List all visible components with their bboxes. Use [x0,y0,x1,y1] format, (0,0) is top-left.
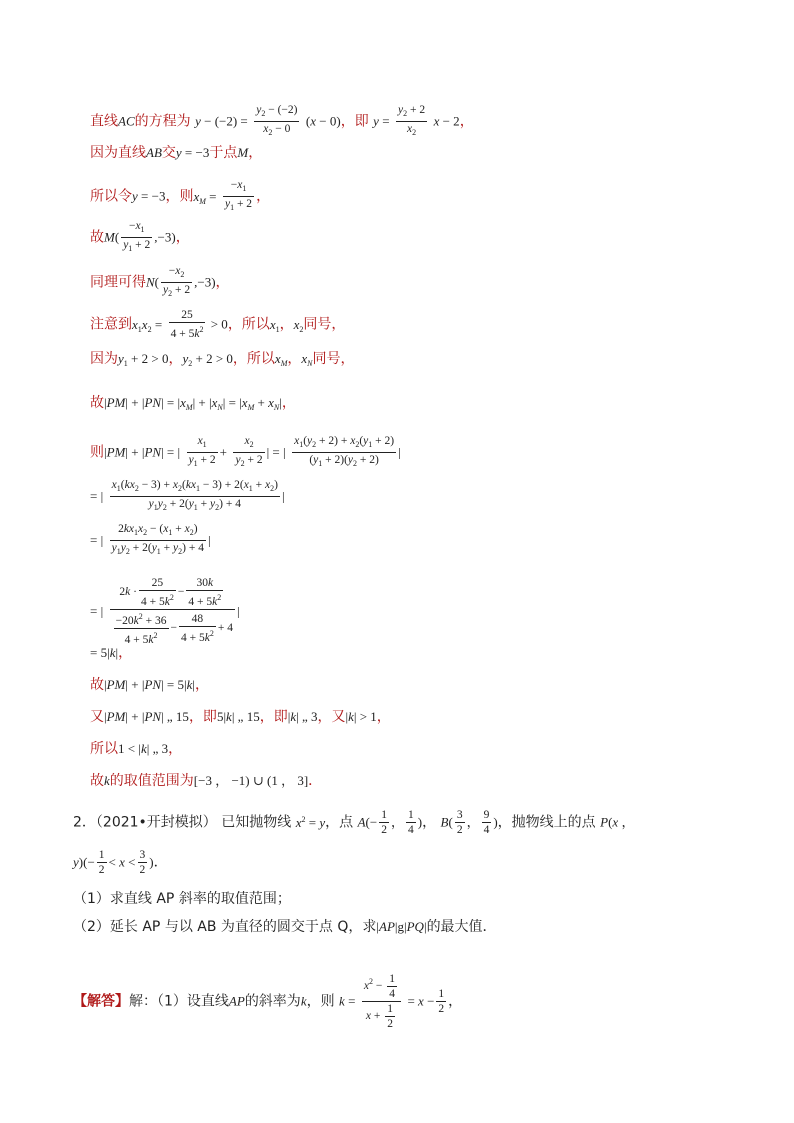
text: 又 [90,709,104,725]
text: ， [376,709,391,725]
text: ， [448,993,463,1010]
text: ， [279,316,294,333]
line-ac-equation: 直线AC的方程为 y − (−2) = $\frac{y_2 - (-2)}{x_2 - 0}$ (x − 0)，即 y = $\frac{y_2 + 2}{x_2}$ x − 2， [90,104,474,137]
problem-source: （2021•开封模拟） [95,814,217,831]
text: 故 [90,229,104,246]
text: 解：（1）设直线 [129,993,229,1010]
text: 因为 [90,351,118,367]
text: ，则 [165,188,194,205]
line-step-4: = | 2k · $\frac{25}{4 + 5k^2}$ − $\frac{30k}{4 + 5k^2}$ $\frac{-20k^2 + 36}{4 + 5k^2}$ − $\frac{48}{4 + 5k^2}$ + 4 | [90,577,240,646]
text: 已知抛物线 [221,814,292,831]
text: ，则 [306,993,335,1010]
text: 则 [90,444,104,461]
problem-2-statement: 2．（2021•开封模拟） 已知抛物线 $x^2 = y$，点 A(− $\frac{1}{2}$ ， $\frac{1}{4}$ )， B( $\frac{3}{2}$ ， $\frac{9}{4}$ )，抛物线上的点 P(x ， [73,809,635,836]
text: ，点 [325,814,354,831]
text: 故 [90,677,104,693]
line-point-n: 同理可得N( $\frac{-x_2}{y_2 + 2}$ ,−3)， [90,265,230,298]
problem-number: 2． [73,814,96,831]
line-let-y: 所以令y = −3，则$x_M$ = $\frac{-x_1}{y_1 + 2}$ ， [90,179,271,212]
line-same-sign: 因为$y_1 + 2 > 0$，$y_2 + 2 > 0$，所以$x_M$，$x_N$同号， [90,351,355,368]
text: ，即 [188,709,217,725]
text: ，即 [259,709,288,725]
text: （2）延长 AP 与以 AB 为直径的圆交于点 Q，求 [73,919,377,935]
text: ， [459,113,474,130]
text: ， [281,395,296,411]
text: ， [287,351,302,367]
question-2: （2）延长 AP 与以 AB 为直径的圆交于点 Q，求|AP|g|PQ|的最大值． [73,919,497,935]
text: ，即 [340,113,369,130]
line-conclusion-sum: 故|PM| + |PN| = 5|k|， [90,677,209,693]
text: 所以 [90,741,118,757]
line-final-range: 故k的取值范围为[−3 ， −1) ∪ (1 ， 3]． [90,773,323,789]
problem-2-statement-cont: y)(− $\frac{1}{2}$ < x < $\frac{3}{2}$ )． [73,849,168,876]
text: 交 [161,145,176,161]
line-range-k: 所以1 < |k| „ 3， [90,741,183,757]
text: ． [308,773,323,789]
text: 所以令 [90,188,132,205]
text: 故 [90,773,104,789]
answer-tag: 【解答】 [73,993,129,1010]
line-result: = 5|k|， [90,645,133,661]
text: 的取值范围为 [109,773,194,789]
text: 同理可得 [90,274,146,291]
text: ， [422,814,437,831]
line-ab-intersect: 因为直线AB交y = −3于点M， [90,145,263,161]
question-1 [73,890,291,908]
text: ，所以 [227,316,270,333]
line-sum-abs: 故$|PM| + |PN| = |x_M| + |x_N| = |x_M + x_N|$， [90,395,296,412]
text: ， [195,677,209,693]
text: （1）求直线 AP 斜率的取值范围； [73,891,291,907]
text: 故 [90,395,104,411]
text: ， [215,274,230,291]
line-product-positive: 注意到$x_1x_2$ = $\frac{25}{4 + 5k^2}$ > 0，所以$x_1$，$x_2$同号， [90,309,346,340]
text: 的方程为 [134,113,191,130]
answer-line: 【解答】解：（1）设直线AP的斜率为k，则 k = $x^2$ − $\frac{1}{4}$ x + $\frac{1}{2}$ = x − $\frac{1}{2}$ ， [73,973,463,1030]
text: ，抛物线上的点 [497,814,596,831]
text: 注意到 [90,316,132,333]
text: 于点 [209,145,238,161]
line-point-m: 故M( $\frac{-x_1}{y_1 + 2}$ ,−3)， [90,220,190,253]
line-sum-expression: 则|PM| + |PN| = | $\frac{x_1}{y_1 + 2}$ + $\frac{x_2}{y_2 + 2}$ | = | $\frac{x_1(y_2 + 2) + x_2(y_1 + 2)}{(y_1 + 2)(y_2 + 2)}$ | [90,435,401,468]
text: ． [153,854,168,871]
text: 直线 [90,113,118,130]
text: 同号， [312,351,355,367]
line-step-3: = | $\frac{2kx_1x_2 - (x_1 + x_2)}{y_1y_2 + 2(y_1 + y_2) + 4}$ | [90,523,211,556]
text: 同号， [303,316,346,333]
text: ， [248,145,263,161]
text: 的斜率为 [244,993,301,1010]
text: ，又 [317,709,346,725]
text: 因为直线 [90,145,146,161]
text: ， [256,188,271,205]
text: ， [175,229,190,246]
text: ，所以 [232,351,275,367]
text: ， [118,645,133,661]
text: ， [168,351,183,367]
line-inequality: 又|PM| + |PN| „ 15，即5|k| „ 15，即|k| „ 3，又|k| > 1， [90,709,391,725]
text: ， [168,741,183,757]
line-step-2: = | $\frac{x_1(kx_2 - 3) + x_2(kx_1 - 3) + 2(x_1 + x_2)}{y_1y_2 + 2(y_1 + y_2) + 4}$ | [90,479,285,512]
text: 的最大值． [426,919,497,935]
